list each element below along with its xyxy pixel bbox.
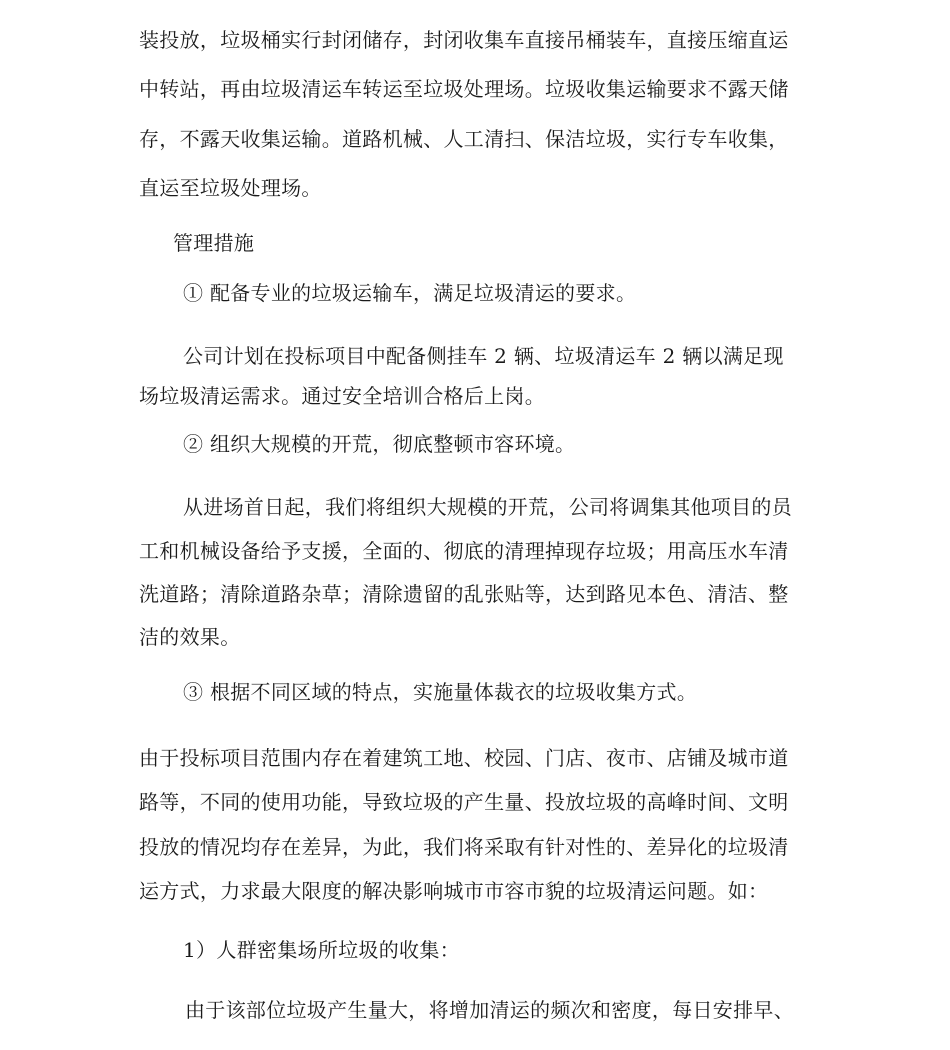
paragraph-line: 由于投标项目范围内存在着建筑工地、校园、门店、夜市、店铺及城市道 xyxy=(139,746,789,770)
paragraph-line: 路等，不同的使用功能，导致垃圾的产生量、投放垃圾的高峰时间、文明 xyxy=(139,790,789,814)
list-item-title: ② 组织大规模的开荒，彻底整顿市容环境。 xyxy=(183,432,576,456)
list-item-title: ③ 根据不同区域的特点，实施量体裁衣的垃圾收集方式。 xyxy=(183,680,698,704)
paragraph-line: 由于该部位垃圾产生量大，将增加清运的频次和密度，每日安排早、 xyxy=(185,998,794,1022)
paragraph-line: 直运至垃圾处理场。 xyxy=(139,176,322,200)
paragraph-line: 公司计划在投标项目中配备侧挂车 2 辆、垃圾清运车 2 辆以满足现 xyxy=(183,344,784,368)
sub-item-title: 1）人群密集场所垃圾的收集： xyxy=(183,938,460,962)
paragraph-line: 洗道路；清除道路杂草；清除遗留的乱张贴等，达到路见本色、清洁、整 xyxy=(139,582,789,606)
paragraph-line: 装投放，垃圾桶实行封闭储存，封闭收集车直接吊桶装车，直接压缩直运 xyxy=(139,28,789,52)
paragraph-line: 投放的情况均存在差异，为此，我们将采取有针对性的、差异化的垃圾清 xyxy=(139,835,789,859)
section-heading: 管理措施 xyxy=(173,231,255,255)
paragraph-line: 洁的效果。 xyxy=(139,625,241,649)
paragraph-line: 运方式，力求最大限度的解决影响城市市容市貌的垃圾清运问题。如： xyxy=(139,879,769,903)
paragraph-line: 从进场首日起，我们将组织大规模的开荒，公司将调集其他项目的员 xyxy=(183,495,792,519)
paragraph-line: 存，不露天收集运输。道路机械、人工清扫、保洁垃圾，实行专车收集， xyxy=(139,127,789,151)
paragraph-line: 场垃圾清运需求。通过安全培训合格后上岗。 xyxy=(139,384,545,408)
list-item-title: ① 配备专业的垃圾运输车，满足垃圾清运的要求。 xyxy=(183,281,637,305)
paragraph-line: 中转站，再由垃圾清运车转运至垃圾处理场。垃圾收集运输要求不露天储 xyxy=(139,77,789,101)
paragraph-line: 工和机械设备给予支援，全面的、彻底的清理掉现存垃圾；用高压水车清 xyxy=(139,539,789,563)
